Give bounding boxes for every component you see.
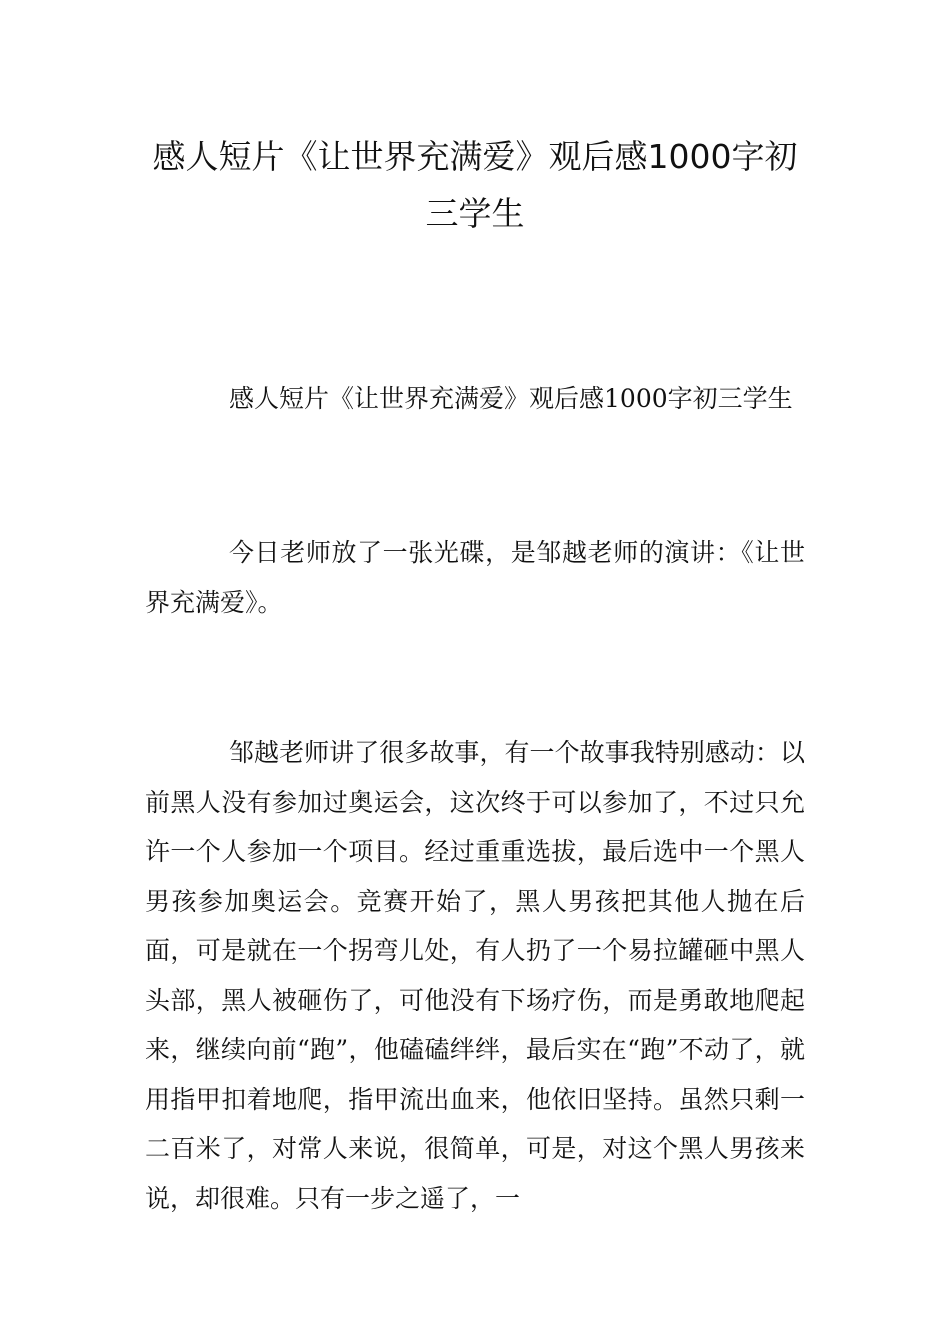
- paragraph-story: 邹越老师讲了很多故事，有一个故事我特别感动：以前黑人没有参加过奥运会，这次终于可以参加了，不过只允许一个人参加一个项目。经过重重选拔，最后选中一个黑人男孩参加奥运会。竞赛开始了，黑人男孩把其他人抛在后面，可是就在一个拐弯儿处，有人扔了一个易拉罐砸中黑人头部，黑人被砸伤了，可他没有下场疗伤，而是勇敢地爬起来，继续向前“跑”，他磕磕绊绊，最后实在“跑”不动了，就用指甲扣着地爬，指甲流出血来，他依旧坚持。虽然只剩一二百米了，对常人来说，很简单，可是，对这个黑人男孩来说，却很难。只有一步之遥了，一: [145, 738, 805, 1213]
- paragraph-intro: 今日老师放了一张光碟，是邹越老师的演讲：《让世界充满爱》。: [145, 538, 805, 617]
- document-title: 感人短片《让世界充满爱》观后感1000字初三学生: [152, 137, 798, 233]
- paragraph-subtitle: 感人短片《让世界充满爱》观后感1000字初三学生: [229, 384, 793, 413]
